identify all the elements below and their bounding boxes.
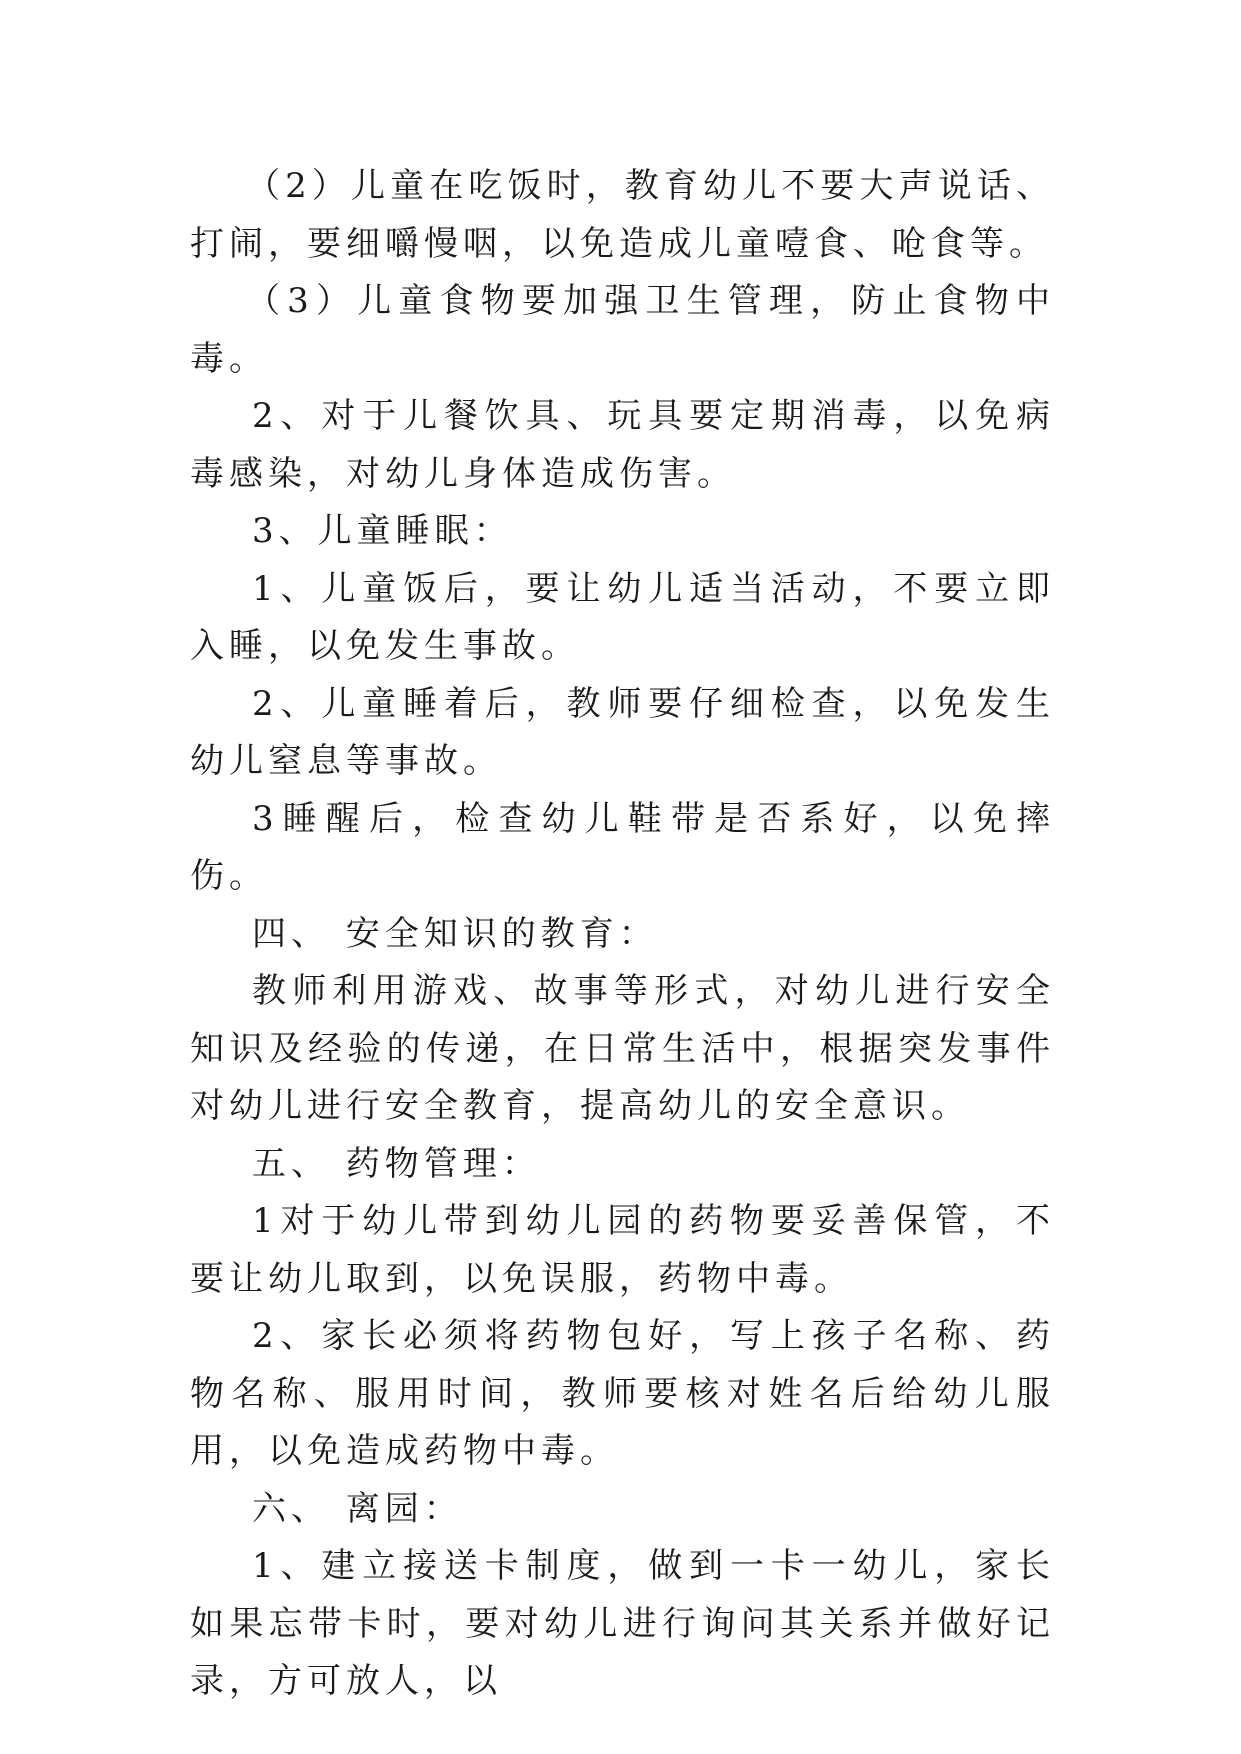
paragraph-medicine-storage: 1对于幼儿带到幼儿园的药物要妥善保管，不要让幼儿取到，以免误服，药物中毒。: [190, 1201, 1055, 1299]
section-heading-safety-education: 四、 安全知识的教育：: [252, 913, 658, 954]
section-heading-medicine: 五、 药物管理：: [252, 1143, 541, 1184]
paragraph-sleep-check: 2、儿童睡着后，教师要仔细检查，以免发生幼儿窒息等事故。: [190, 683, 1055, 781]
paragraph-pickup-card: 1、建立接送卡制度，做到一卡一幼儿，家长如果忘带卡时，要对幼儿进行询问其关系并做好记录，方可放人，以: [190, 1546, 1055, 1701]
paragraph-eating-rules: （2）儿童在吃饭时，教育幼儿不要大声说话、打闹，要细嚼慢咽，以免造成儿童噎食、呛食等。: [190, 166, 1055, 264]
paragraph-sleep-heading: 3、儿童睡眠：: [252, 511, 513, 551]
paragraph-wake-up: 3睡醒后，检查幼儿鞋带是否系好，以免摔伤。: [190, 798, 1055, 896]
paragraph-medicine-labeling: 2、家长必须将药物包好，写上孩子名称、药物名称、服用时间，教师要核对姓名后给幼儿服用，以免造成药物中毒。: [190, 1316, 1055, 1471]
paragraph-safety-education: 教师利用游戏、故事等形式，对幼儿进行安全知识及经验的传递，在日常生活中，根据突发事件对幼儿进行安全教育，提高幼儿的安全意识。: [190, 971, 1055, 1126]
section-heading-leaving: 六、 离园：: [252, 1488, 463, 1529]
paragraph-food-hygiene: （3）儿童食物要加强卫生管理，防止食物中毒。: [190, 281, 1055, 379]
paragraph-disinfection: 2、对于儿餐饮具、玩具要定期消毒，以免病毒感染，对幼儿身体造成伤害。: [190, 396, 1055, 494]
document-body: [190, 158, 1055, 1711]
paragraph-after-meal: 1、儿童饭后，要让幼儿适当活动，不要立即入睡，以免发生事故。: [190, 568, 1055, 666]
